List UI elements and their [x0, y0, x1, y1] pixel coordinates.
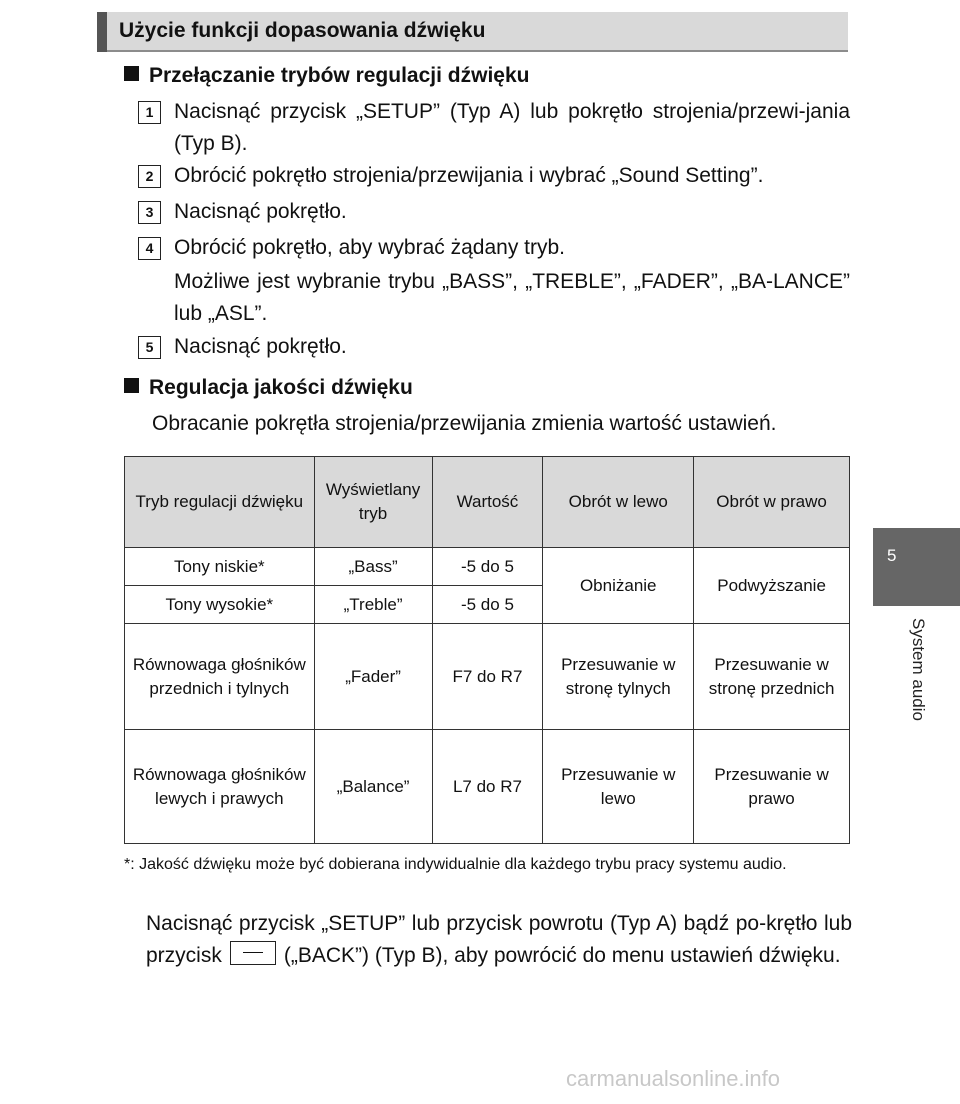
table-cell: -5 do 5 [432, 548, 543, 586]
step-number: 3 [138, 201, 161, 224]
table-row [125, 730, 850, 844]
table-cell: -5 do 5 [432, 586, 543, 624]
table-cell: L7 do R7 [432, 730, 543, 844]
table-cell: Równowaga głośników lewych i prawych [125, 730, 315, 844]
table-header-cell: Wartość [432, 457, 543, 548]
step-4-note: Możliwe jest wybranie trybu „BASS”, „TREBLE”, „FADER”, „BA-LANCE” lub „ASL”. [174, 270, 850, 325]
square-bullet-icon [124, 66, 139, 81]
section-title: Użycie funkcji dopasowania dźwięku [119, 19, 486, 42]
step-2 [138, 160, 850, 192]
footnote-mark: *: [124, 856, 135, 873]
table-cell: Przesuwanie w stronę przednich [694, 624, 850, 730]
heading-text: Regulacja jakości dźwięku [149, 376, 413, 399]
step-1 [138, 96, 850, 160]
table-header-cell: Tryb regulacji dźwięku [125, 457, 315, 548]
table-cell: Równowaga głośników przednich i tylnych [125, 624, 315, 730]
back-key-icon [230, 941, 276, 965]
table-cell-merged: Podwyższanie [694, 548, 850, 624]
table-header-cell: Obrót w lewo [543, 457, 694, 548]
step-3 [138, 196, 850, 228]
table-cell: Tony wysokie* [125, 586, 315, 624]
table-cell: „Treble” [314, 586, 432, 624]
table-cell: „Fader” [314, 624, 432, 730]
step-text: Nacisnąć pokrętło. [174, 335, 347, 358]
chapter-tab [873, 528, 960, 606]
table-cell: „Balance” [314, 730, 432, 844]
section-header-bar [97, 12, 107, 52]
table-cell: „Bass” [314, 548, 432, 586]
table-cell: Tony niskie* [125, 548, 315, 586]
table-cell: Przesuwanie w lewo [543, 730, 694, 844]
closing-text-start: Nacisnąć przycisk „SETUP” lub przycisk powrotu (Typ A) bądź po-krętło lub przycisk [146, 912, 852, 967]
table-header-cell: Obrót w prawo [694, 457, 850, 548]
footnote [124, 852, 852, 878]
footnote-text: Jakość dźwięku może być dobierana indywidualnie dla każdego trybu pracy systemu audio. [139, 856, 787, 873]
table-row [125, 624, 850, 730]
closing-paragraph [146, 908, 852, 972]
step-5 [138, 331, 850, 363]
closing-text-end: („BACK”) (Typ B), aby powrócić do menu ustawień dźwięku. [283, 944, 841, 967]
heading-mode-switching [124, 64, 529, 88]
sound-quality-description: Obracanie pokrętła strojenia/przewijania zmienia wartość ustawień. [152, 412, 777, 435]
step-number: 4 [138, 237, 161, 260]
table-row [125, 548, 850, 586]
chapter-number: 5 [887, 546, 897, 565]
step-number: 2 [138, 165, 161, 188]
step-text: Obrócić pokrętło strojenia/przewijania i wybrać „Sound Setting”. [174, 164, 764, 187]
section-header [97, 12, 848, 52]
table-header-row [125, 457, 850, 548]
watermark: carmanualsonline.info [566, 1066, 781, 1091]
step-4 [138, 232, 850, 264]
step-text: Obrócić pokrętło, aby wybrać żądany tryb. [174, 236, 566, 259]
step-number: 5 [138, 336, 161, 359]
table-cell: F7 do R7 [432, 624, 543, 730]
heading-sound-quality [124, 376, 413, 400]
heading-text: Przełączanie trybów regulacji dźwięku [149, 64, 530, 87]
table-header-cell: Wyświetlany tryb [314, 457, 432, 548]
sound-settings-table [124, 456, 850, 844]
step-text: Nacisnąć przycisk „SETUP” (Typ A) lub pokrętło strojenia/przewi-jania (Typ B). [174, 100, 850, 155]
table-cell-merged: Obniżanie [543, 548, 694, 624]
square-bullet-icon [124, 378, 139, 393]
table-cell: Przesuwanie w stronę tylnych [543, 624, 694, 730]
step-number: 1 [138, 101, 161, 124]
chapter-label: System audio [909, 618, 928, 721]
table-cell: Przesuwanie w prawo [694, 730, 850, 844]
step-text: Nacisnąć pokrętło. [174, 200, 347, 223]
